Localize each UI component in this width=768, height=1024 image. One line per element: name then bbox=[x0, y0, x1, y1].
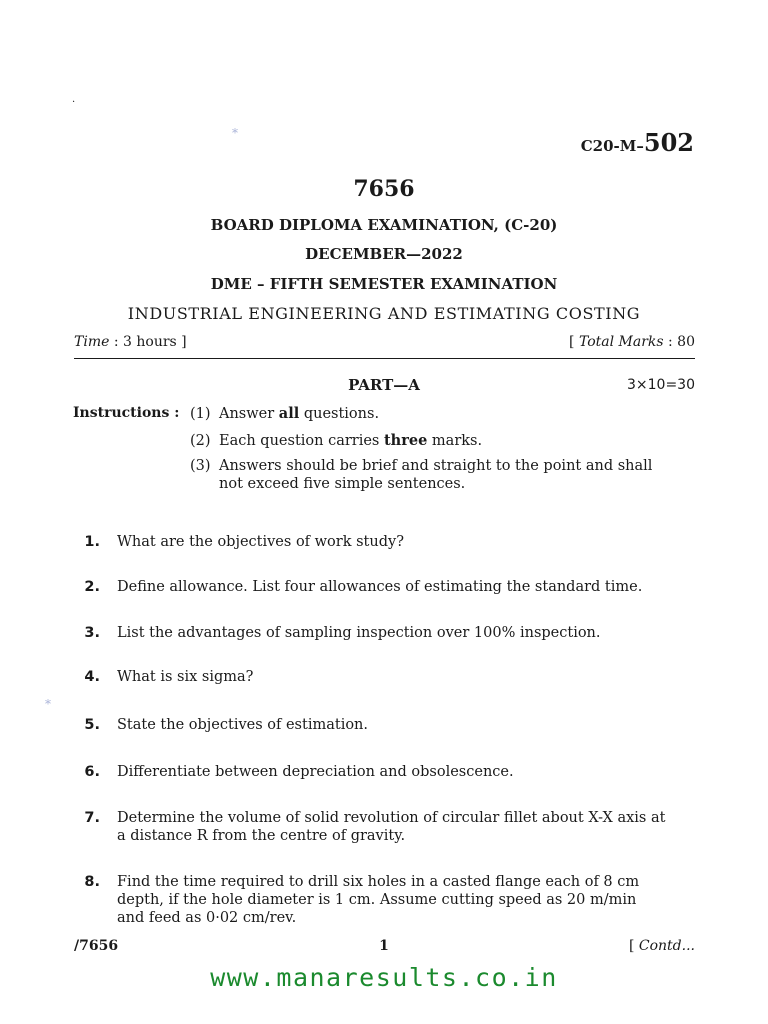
instructions-label: Instructions : bbox=[73, 405, 180, 421]
instruction-emphasis: three bbox=[383, 432, 428, 449]
subject-title: INDUSTRIAL ENGINEERING AND ESTIMATING COSTING bbox=[127, 304, 641, 323]
instruction-text: questions. bbox=[299, 406, 380, 422]
question-text: List the advantages of sampling inspection over 100% inspection. bbox=[117, 625, 601, 641]
paper-number: 7656 bbox=[353, 176, 415, 202]
question-number: 1. bbox=[84, 534, 100, 550]
question-text: What is six sigma? bbox=[117, 669, 254, 685]
instruction-number: (1) bbox=[190, 406, 211, 422]
paper-code-number: 502 bbox=[643, 128, 694, 157]
instruction-emphasis: all bbox=[278, 405, 300, 422]
time-value: : 3 hours ] bbox=[113, 334, 187, 350]
part-title: PART—A bbox=[348, 376, 420, 394]
total-marks bbox=[569, 334, 695, 350]
question-text: State the objectives of estimation. bbox=[117, 717, 369, 733]
question-text: Differentiate between depreciation and obsolescence. bbox=[117, 764, 514, 780]
time-allowed bbox=[74, 334, 187, 350]
instruction-text: marks. bbox=[427, 433, 483, 449]
marks-open: [ bbox=[569, 334, 575, 350]
instruction-number: (3) bbox=[190, 458, 211, 474]
website-link[interactable]: www.manaresults.co.in bbox=[210, 963, 558, 992]
question-number: 5. bbox=[84, 717, 100, 733]
question-text: Find the time required to drill six holes in a casted flange each of 8 cm depth, if the hole diameter is 1 cm. Assume cutting speed as 20 m/min and feed as 0·02 cm/rev. bbox=[117, 874, 640, 926]
question-text: Define allowance. List four allowances of estimating the standard time. bbox=[117, 579, 643, 595]
instruction-item bbox=[190, 457, 690, 493]
instruction-text: Each question carries bbox=[219, 433, 384, 449]
session-title: DECEMBER—2022 bbox=[305, 245, 463, 263]
paper-code bbox=[581, 128, 694, 157]
question-text: What are the objectives of work study? bbox=[117, 534, 404, 550]
instruction-text: Answers should be brief and straight to the point and shall not exceed five simple sentences. bbox=[219, 458, 653, 492]
instruction-item bbox=[190, 432, 690, 450]
question-number: 3. bbox=[84, 625, 100, 641]
board-title: BOARD DIPLOMA EXAMINATION, (C-20) bbox=[210, 216, 558, 234]
continued-open: [ bbox=[628, 938, 635, 954]
header-divider bbox=[74, 358, 695, 359]
instruction-text: Answer bbox=[219, 406, 279, 422]
time-label: Time bbox=[74, 334, 110, 350]
footer-continued bbox=[629, 938, 695, 954]
continued-label: Contd... bbox=[638, 938, 695, 954]
question-number: 2. bbox=[84, 579, 100, 595]
question-number: 4. bbox=[84, 669, 100, 685]
star-mark: * bbox=[45, 697, 51, 711]
marks-label: Total Marks bbox=[578, 334, 664, 350]
question-text: Determine the volume of solid revolution of circular fillet about X-X axis at a distance R from the centre of gravity. bbox=[117, 810, 666, 844]
stray-dot: . bbox=[72, 94, 76, 105]
part-marks: 3×10=30 bbox=[627, 377, 695, 393]
question-number: 7. bbox=[84, 810, 100, 826]
exam-title: DME – FIFTH SEMESTER EXAMINATION bbox=[210, 275, 558, 293]
marks-value: : 80 bbox=[668, 334, 695, 350]
question-number: 8. bbox=[84, 874, 100, 890]
paper-code-prefix: C20-M– bbox=[580, 137, 644, 155]
star-mark: * bbox=[232, 126, 238, 140]
instruction-item bbox=[190, 405, 690, 423]
page-number: 1 bbox=[379, 938, 389, 954]
question-number: 6. bbox=[84, 764, 100, 780]
footer-paper-number: /7656 bbox=[74, 938, 119, 954]
instruction-number: (2) bbox=[190, 433, 211, 449]
